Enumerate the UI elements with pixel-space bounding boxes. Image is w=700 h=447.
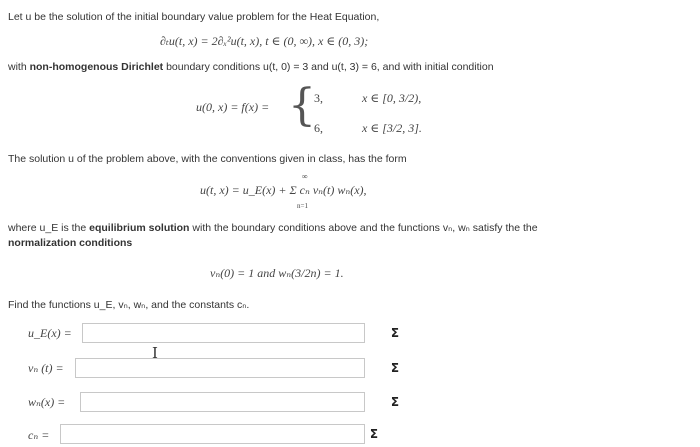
vn-input[interactable]	[75, 358, 365, 378]
intro-text: Let u be the solution of the initial boundary value problem for the Heat Equation,	[8, 11, 380, 23]
ic-case2-condition: x ∈ [3/2, 3].	[362, 121, 422, 135]
bc-line: with non-homogenous Dirichlet boundary conditions u(t, 0) = 3 and u(t, 3) = 6, and with initial condition	[8, 61, 494, 73]
wn-label: wₙ(x) =	[28, 395, 66, 409]
find-instruction: Find the functions u_E, vₙ, wₙ, and the constants cₙ.	[8, 299, 250, 311]
ic-case1-condition: x ∈ [0, 3/2),	[362, 91, 422, 105]
text-cursor-icon: I	[152, 344, 158, 362]
pde-equation: ∂ₜu(t, x) = 2∂ₓ²u(t, x), t ∈ (0, ∞), x ∈ (0, 3);	[160, 34, 369, 48]
vn-equation-editor-icon[interactable]: Σ	[390, 361, 400, 375]
ic-case1-value: 3,	[314, 91, 323, 105]
solution-intro: The solution u of the problem above, with the conventions given in class, has the form	[8, 153, 407, 165]
normalization-heading: normalization conditions	[8, 237, 133, 249]
series-equation: u(t, x) = u_E(x) + Σ cₙ vₙ(t) wₙ(x),	[200, 183, 367, 197]
uE-input[interactable]	[82, 323, 365, 343]
ic-lhs: u(0, x) = f(x) =	[196, 100, 270, 114]
cn-label: cₙ =	[28, 428, 50, 442]
left-brace: {	[288, 80, 316, 131]
where-line: where u_E is the equilibrium solution with the boundary conditions above and the functions vₙ, wₙ satisfy the the	[8, 222, 538, 234]
uE-equation-editor-icon[interactable]: Σ	[390, 326, 400, 340]
wn-input[interactable]	[80, 392, 365, 412]
cn-equation-editor-icon[interactable]: Σ	[369, 427, 379, 441]
uE-label: u_E(x) =	[28, 326, 72, 340]
wn-equation-editor-icon[interactable]: Σ	[390, 395, 400, 409]
vn-label: vₙ (t) =	[28, 361, 64, 375]
normalization-equation: vₙ(0) = 1 and wₙ(3/2n) = 1.	[210, 266, 344, 280]
ic-case2-value: 6,	[314, 121, 323, 135]
series-bottom-limit: n=1	[297, 202, 308, 210]
series-top-limit: ∞	[302, 172, 308, 181]
cn-input[interactable]	[60, 424, 365, 444]
